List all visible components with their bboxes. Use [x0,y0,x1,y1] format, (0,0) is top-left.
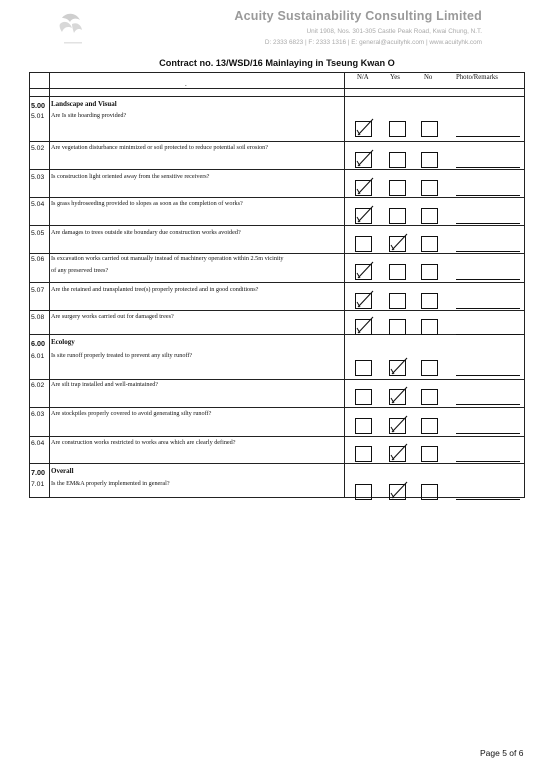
company-logo-icon [50,8,90,48]
check-mark-icon [354,259,376,281]
checkbox-yes[interactable] [389,293,406,309]
header-divider-2 [29,96,525,97]
checkbox-na[interactable] [355,180,372,196]
item-number: 5.01 [31,113,45,120]
checkbox-na[interactable] [355,264,372,280]
check-mark-icon [388,479,410,501]
item-number: 7.01 [31,481,45,488]
item-question: Is the EM&A properly implemented in general? [51,480,170,487]
check-mark-icon [354,314,376,336]
item-question: Are stockpiles properly covered to avoid generating silty runoff? [51,410,212,417]
check-mark-icon [388,441,410,463]
section-number: 6.00 [31,339,45,348]
checkbox-no[interactable] [421,152,438,168]
item-number: 5.06 [31,256,45,263]
company-name: Acuity Sustainability Consulting Limited [234,9,482,23]
item-number: 5.08 [31,314,45,321]
item-question: Are silt trap installed and well-maintained? [51,381,159,388]
check-mark-icon [388,355,410,377]
item-question: Are Is site hoarding provided? [51,112,127,119]
section-title: Ecology [51,338,75,346]
remarks-field[interactable] [456,499,520,500]
check-mark-icon [388,384,410,406]
remarks-field[interactable] [456,223,520,224]
checkbox-na[interactable] [355,121,372,137]
checkbox-na[interactable] [355,360,372,376]
checkbox-na[interactable] [355,208,372,224]
remarks-field[interactable] [456,404,520,405]
column-header-no: No [424,74,433,81]
check-mark-icon [354,116,376,138]
checkbox-yes[interactable] [389,319,406,335]
checkbox-no[interactable] [421,319,438,335]
column-divider [49,72,50,498]
section-number: 5.00 [31,101,45,110]
remarks-field[interactable] [456,375,520,376]
checkbox-na[interactable] [355,319,372,335]
item-number: 6.04 [31,440,45,447]
item-question: Is site runoff properly treated to prevent any silty runoff? [51,352,193,359]
row-divider [29,169,525,170]
check-mark-icon [388,231,410,253]
checkbox-yes[interactable] [389,446,406,462]
checkbox-no[interactable] [421,484,438,500]
header-divider [29,88,525,89]
document-title: Contract no. 13/WSD/16 Mainlaying in Tseung Kwan O [159,58,395,68]
remarks-field[interactable] [456,433,520,434]
section-number: 7.00 [31,468,45,477]
item-question: Are surgery works carried out for damaged trees? [51,313,174,320]
item-question: Is grass hydroseeding provided to slopes as soon as the completion of works? [51,200,243,207]
item-question: Are the retained and transplanted tree(s) properly protected and in good conditions? [51,286,259,293]
check-mark-icon [354,288,376,310]
company-address: Unit 1908, Nos. 301-305 Castle Peak Road, Kwai Chung, N.T. [306,28,482,35]
column-header-na: N/A [357,74,369,81]
checkbox-no[interactable] [421,293,438,309]
column-divider [344,72,345,498]
remarks-field[interactable] [456,195,520,196]
company-contact: D: 2333 6823 | F: 2333 1316 | E: general@acuityhk.com | www.acuityhk.com [264,39,482,46]
item-number: 5.05 [31,230,45,237]
row-divider [29,282,525,283]
checkbox-na[interactable] [355,293,372,309]
checkbox-na[interactable] [355,484,372,500]
column-header-item: . [185,80,187,88]
page-number: Page 5 of 6 [480,748,524,758]
row-divider [29,334,525,335]
checkbox-no[interactable] [421,236,438,252]
item-question: Are construction works restricted to works area which are clearly defined? [51,439,236,446]
checkbox-na[interactable] [355,389,372,405]
section-title: Overall [51,467,74,475]
remarks-field[interactable] [456,279,520,280]
item-number: 5.03 [31,174,45,181]
checkbox-na[interactable] [355,152,372,168]
remarks-field[interactable] [456,167,520,168]
checkbox-no[interactable] [421,180,438,196]
column-header-yes: Yes [390,74,400,81]
checkbox-no[interactable] [421,264,438,280]
checkbox-yes[interactable] [389,121,406,137]
remarks-field[interactable] [456,334,520,335]
remarks-field[interactable] [456,136,520,137]
item-number: 6.03 [31,411,45,418]
checkbox-yes[interactable] [389,264,406,280]
checkbox-yes[interactable] [389,389,406,405]
remarks-field[interactable] [456,251,520,252]
item-number: 5.07 [31,287,45,294]
item-question: Is construction light oriented away from the sensitive receivers? [51,173,210,180]
check-mark-icon [388,413,410,435]
row-divider [29,463,525,464]
item-number: 5.02 [31,145,45,152]
checkbox-na[interactable] [355,446,372,462]
row-divider [29,225,525,226]
item-number: 6.01 [31,353,45,360]
check-mark-icon [354,203,376,225]
column-header-remarks: Photo/Remarks [456,74,498,81]
item-question-line2: of any preserved trees? [51,267,109,274]
checkbox-no[interactable] [421,360,438,376]
checkbox-na[interactable] [355,418,372,434]
checkbox-no[interactable] [421,208,438,224]
remarks-field[interactable] [456,308,520,309]
checkbox-no[interactable] [421,446,438,462]
checkbox-yes[interactable] [389,484,406,500]
checkbox-yes[interactable] [389,152,406,168]
checkbox-yes[interactable] [389,418,406,434]
check-mark-icon [354,175,376,197]
item-number: 6.02 [31,382,45,389]
section-title: Landscape and Visual [51,100,117,108]
checkbox-na[interactable] [355,236,372,252]
checkbox-yes[interactable] [389,208,406,224]
item-number: 5.04 [31,201,45,208]
item-question: Is excavation works carried out manually instead of machinery operation within 2.5m vicinity [51,255,284,262]
item-question: Are vegetation disturbance minimized or soil protected to reduce potential soil erosion? [51,144,269,151]
checkbox-no[interactable] [421,418,438,434]
item-question: Are damages to trees outside site boundary due construction works avoided? [51,229,241,236]
checkbox-yes[interactable] [389,236,406,252]
checkbox-yes[interactable] [389,180,406,196]
check-mark-icon [354,147,376,169]
checkbox-yes[interactable] [389,360,406,376]
checkbox-no[interactable] [421,121,438,137]
remarks-field[interactable] [456,461,520,462]
checkbox-no[interactable] [421,389,438,405]
